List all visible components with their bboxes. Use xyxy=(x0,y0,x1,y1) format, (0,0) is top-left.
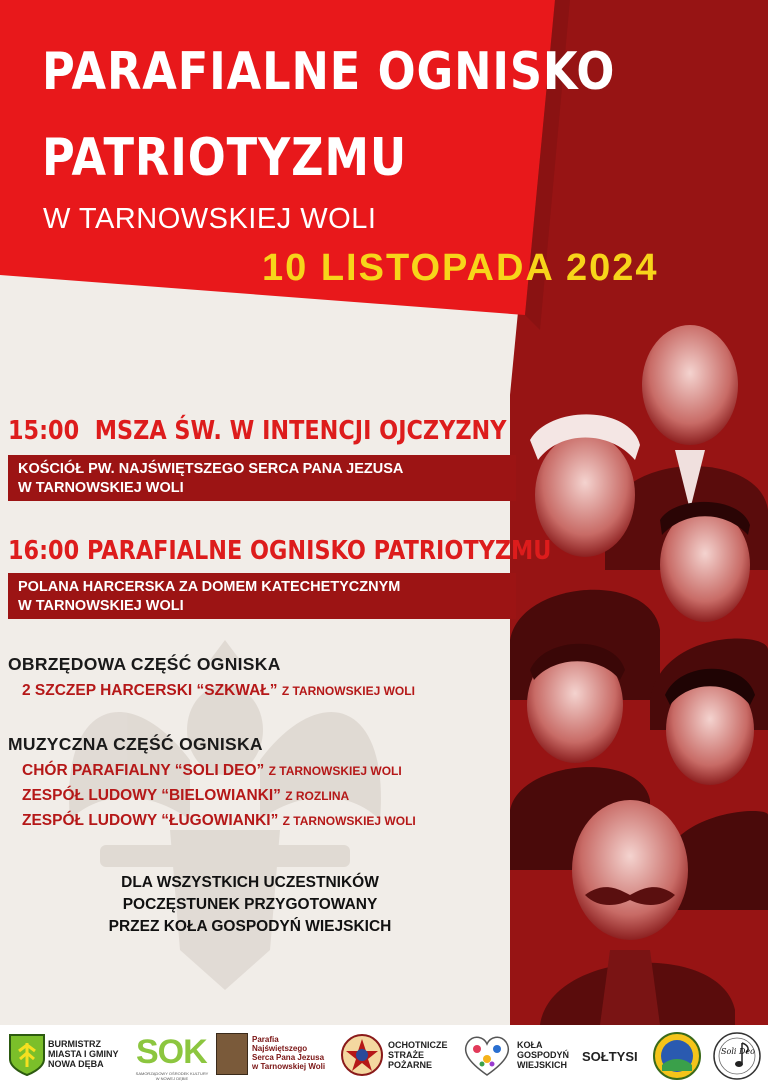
parafia-line-3: Serca Pana Jezusa xyxy=(252,1053,325,1062)
sponsor-stowarzyszenie xyxy=(650,1025,706,1086)
event-1-title xyxy=(8,416,506,446)
ritual-item-from: Z TARNOWSKIEJ WOLI xyxy=(281,684,415,698)
osp-firefighter-emblem-icon xyxy=(340,1033,384,1077)
music-item-1-from: Z TARNOWSKIEJ WOLI xyxy=(268,764,402,778)
closing-line-2: POCZĘSTUNEK PRZYGOTOWANY xyxy=(122,896,378,913)
event-1-name: MSZA ŚW. W INTENCJI OJCZYZNY xyxy=(94,416,507,446)
nowa-deba-coat-of-arms-icon xyxy=(8,1033,46,1077)
osp-line-3: POŻARNE xyxy=(388,1060,433,1070)
soltysi-label: SOŁTYSI xyxy=(582,1049,638,1064)
music-item-2-from: Z ROZLINA xyxy=(285,789,350,803)
event-2-place-box xyxy=(8,573,516,619)
music-part-heading: MUZYCZNA CZĘŚĆ OGNISKA xyxy=(8,734,263,754)
music-item-3 xyxy=(22,812,416,830)
music-item-3-from: Z TARNOWSKIEJ WOLI xyxy=(282,814,416,828)
event-1-time: 15:00 xyxy=(8,416,80,446)
kgw-line-2: GOSPODYŃ xyxy=(517,1050,570,1060)
kgw-line-3: WIEJSKICH xyxy=(517,1060,568,1070)
event-1-place-line-1: KOŚCIÓŁ PW. NAJŚWIĘTSZEGO SERCA PANA JEZUSA xyxy=(18,461,404,477)
event-2-time: 16:00 xyxy=(8,536,80,566)
event-2-title xyxy=(8,536,551,566)
sponsor-soltysi xyxy=(582,1025,644,1086)
church-photo xyxy=(216,1033,248,1075)
sok-subtitle: SAMORZĄDOWY OŚRODEK KULTURY W NOWEJ DĘBIE xyxy=(135,1071,209,1081)
subtitle: W TARNOWSKIEJ WOLI xyxy=(43,203,377,235)
event-1-place-line-2: W TARNOWSKIEJ WOLI xyxy=(18,480,184,496)
event-2-place-line-1: POLANA HARCERSKA ZA DOMEM KATECHETYCZNYM xyxy=(18,579,401,595)
parafia-line-1: Parafia xyxy=(252,1035,279,1044)
event-2-name: PARAFIALNE OGNISKO PATRIOTYZMU xyxy=(86,536,552,566)
sponsor-parafia xyxy=(214,1025,334,1086)
event-1-place-box xyxy=(8,455,516,501)
closing-text xyxy=(0,872,500,938)
sponsor-soli-deo xyxy=(710,1025,766,1086)
music-item-2 xyxy=(22,787,349,805)
sponsors-footer xyxy=(0,1025,768,1086)
closing-line-3: PRZEZ KOŁA GOSPODYŃ WIEJSKICH xyxy=(108,918,392,935)
portraits-collage xyxy=(510,310,768,1025)
parafia-line-2: Najświętszego xyxy=(252,1044,308,1053)
title-line-2: PATRIOTYZMU xyxy=(42,128,408,188)
parafia-line-4: w Tarnowskiej Woli xyxy=(252,1062,326,1071)
burmistrz-line-1: BURMISTRZ xyxy=(48,1039,101,1049)
music-item-2-name: ZESPÓŁ LUDOWY “BIELOWIANKI” xyxy=(22,787,281,804)
event-2-place-line-2: W TARNOWSKIEJ WOLI xyxy=(18,598,184,614)
burmistrz-line-2: MIASTA I GMINY xyxy=(48,1049,119,1059)
kgw-folk-heart-icon xyxy=(462,1033,512,1077)
sponsor-sok xyxy=(134,1025,210,1086)
sponsor-osp xyxy=(340,1025,455,1086)
music-item-3-name: ZESPÓŁ LUDOWY “ŁUGOWIANKI” xyxy=(22,812,279,829)
sponsor-burmistrz xyxy=(6,1025,126,1086)
music-item-1 xyxy=(22,762,402,780)
osp-line-1: OCHOTNICZE xyxy=(388,1040,448,1050)
ritual-item-name: 2 SZCZEP HARCERSKI “SZKWAŁ” xyxy=(22,682,278,699)
music-item-1-name: CHÓR PARAFIALNY “SOLI DEO” xyxy=(22,762,265,779)
association-round-logo-icon xyxy=(652,1031,702,1081)
sponsor-kgw xyxy=(462,1025,572,1086)
title-line-1: PARAFIALNE OGNISKO xyxy=(42,42,616,102)
soli-deo-label: Soli Deo xyxy=(721,1047,755,1056)
closing-line-1: DLA WSZYSTKICH UCZESTNIKÓW xyxy=(121,874,379,891)
event-date: 10 LISTOPADA 2024 xyxy=(262,247,659,289)
soli-deo-choir-logo-icon xyxy=(712,1031,762,1081)
ritual-part-heading: OBRZĘDOWA CZĘŚĆ OGNISKA xyxy=(8,654,281,674)
sok-logo: SOK xyxy=(136,1033,207,1071)
kgw-line-1: KOŁA xyxy=(517,1040,543,1050)
burmistrz-line-3: NOWA DĘBA xyxy=(48,1059,104,1069)
osp-line-2: STRAŻE xyxy=(388,1050,424,1060)
ritual-item xyxy=(22,682,415,700)
